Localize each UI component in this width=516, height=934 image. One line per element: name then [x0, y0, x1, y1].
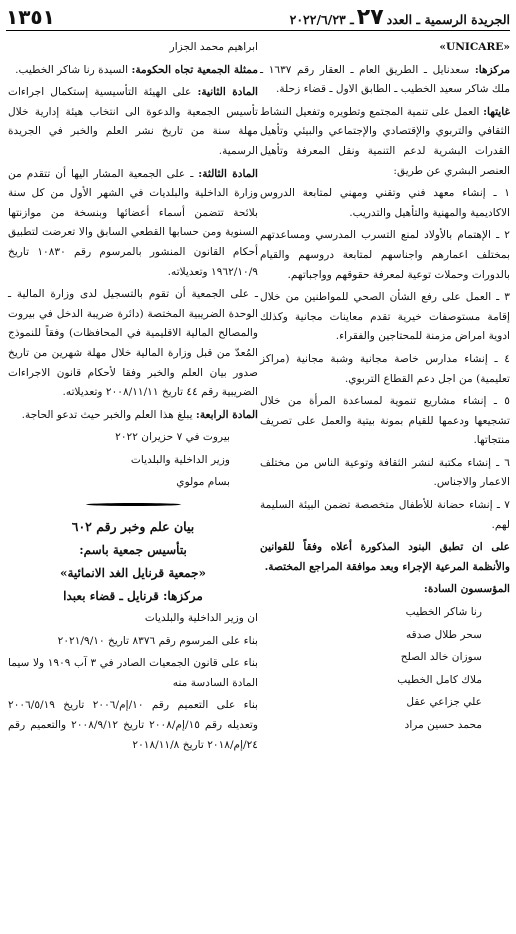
- gazette-title: [290, 5, 510, 30]
- article-3: [8, 165, 258, 283]
- goals-paragraph: [260, 103, 510, 181]
- minister-name: بسام مولوي: [176, 476, 230, 489]
- association-location: مركزها: قرنايل ـ قضاء بعبدا: [63, 589, 203, 604]
- founder-name: محمد حسين مراد: [404, 719, 482, 731]
- minister-title: وزير الداخلية والبلديات: [130, 453, 230, 466]
- founder-name: رنا شاكر الخطيب: [405, 606, 482, 619]
- article-3-label: المادة الثالثة:: [198, 167, 258, 180]
- gazette-name: الجريدة الرسمية ـ العدد: [386, 11, 510, 27]
- article-2-text: على الهيئة التأسيسية إستكمال اجراءات تأسيس الجمعية والدعوة الى انتخاب هيئة إدارية خلال مهلة سنة من تاريخ نشر العلم والخبر في الجريدة الرسمية.: [8, 86, 258, 157]
- goal-item: ٧ ـ إنشاء حضانة للأطفال متخصصة تضمن البيئة السليمة لهم.: [260, 499, 510, 531]
- founder-name: علي جزاعي عقل: [406, 696, 482, 709]
- association-name: «جمعية قرنايل الغد الانمائية»: [59, 566, 207, 581]
- announcement-subtitle: بتأسيس جمعية باسم:: [79, 543, 187, 558]
- goal-item: ٣ ـ العمل على رفع الشأن الصحي للمواطنين من خلال إقامة مستوصفات خيرية تقدم معاينات مجانية وكذلك ادوية امراض مزمنة للمحتاجين والفقراء.: [260, 291, 510, 343]
- location-paragraph: [260, 61, 510, 100]
- article-4-label: المادة الرابعة:: [195, 408, 258, 421]
- legal-basis: بناء على المرسوم رقم ٨٣٧٦ تاريخ ٢٠٢١/٩/١٠: [57, 634, 258, 647]
- article-2: [8, 83, 258, 161]
- goal-item: ٢ ـ الإهتمام بالأولاد لمنع التسرب المدرسي ومساعدتهم بمختلف اعمارهم واجناسهم لمتابعة دروسهم والقيام بالدورات وحملات توعية لمعرفة حقوقهم وواجباتهم.: [260, 229, 510, 281]
- representative-label: ممثلة الجمعية تجاه الحكومة:: [131, 63, 258, 76]
- article-3-text: ـ على الجمعية المشار اليها أن تتقدم من وزارة الداخلية والبلديات في الشهر الأول من كل سنة بلائحة تتضمن أسماء أعضائها وبنسخة من موازنتها السنوية ومن حسابها القطعي السابق والا تعرضت لتطبيق أحكام القانون المنشور بالمرسوم رقم ١٠٨٣٠ تاريخ ١٩٦٢/١٠/٩ وتعديلاته.: [8, 167, 258, 278]
- page-number: ١٣٥١: [6, 5, 55, 29]
- goals-label: غايتها:: [483, 105, 510, 118]
- goals-text: العمل على تنمية المجتمع وتطويره وتفعيل النشاط الثقافي والتربوي والإقتصادي والإجتماعي والبيئي وتأهيل القدرات البشرية لدعم التنمية ونقل المعرفة وتأهيل العنصر البشري عن طريق:: [260, 105, 510, 177]
- section-divider: [8, 497, 258, 511]
- right-column: [260, 38, 510, 739]
- article-4-text: يبلغ هذا العلم والخبر حيث تدعو الحاجة.: [21, 408, 196, 421]
- continued-founder: ابراهيم محمد الجزار: [169, 41, 258, 53]
- founder-name: سحر طلال صدقه: [405, 628, 482, 641]
- representative-paragraph: [8, 61, 258, 81]
- legal-basis: بناء على قانون الجمعيات الصادر في ٣ آب ١٩٠٩ ولا سيما المادة السادسة منه: [8, 657, 258, 689]
- minister-intro: ان وزير الداخلية والبلديات: [144, 612, 258, 625]
- conditions-text: على ان تطبق البنود المذكورة أعلاه وفقاً للقوانين والأنظمة المرعية الإجراء وبعد موافقة المراجع المختصة.: [260, 541, 510, 573]
- article-3-tax: ـ على الجمعية أن تقوم بالتسجيل لدى وزارة المالية ـ الوحدة الضريبية المختصة (دائرة ضريبة الدخل في بيروت والمصالح المالية الاقليمية في المحافظات) وفقاً للنموذج المُعدّ من قبل وزارة المالية خلال مهلة شهرين من تاريخ صدور بيان العلم والخبر وفقا لأحكام قانون الاجراءات الضريبية رقم ٤٤ تاريخ ٢٠٠٨/١١/١١ وتعديلاته.: [8, 288, 258, 399]
- issue-number: ٢٧: [356, 4, 384, 30]
- founder-name: ملاك كامل الخطيب: [397, 673, 482, 686]
- announcement-title: بيان علم وخبر رقم ٦٠٢: [71, 519, 195, 535]
- page-header: [6, 4, 510, 31]
- issue-date: ـ ٢٠٢٢/٦/٢٣: [289, 11, 354, 27]
- org-code: «UNICARE»: [439, 41, 510, 53]
- location-label: مركزها:: [474, 63, 510, 76]
- goal-item: ٤ ـ إنشاء مدارس خاصة مجانية وشبة مجانية (مراكز تعليمية) من اجل دعم القطاع التربوي.: [260, 352, 510, 385]
- goal-item: ٦ ـ إنشاء مكتبة لنشر الثقافة وتوعية الناس من مختلف الاعمار والاجناس.: [260, 456, 510, 489]
- founder-name: سوزان خالد الصلح: [400, 651, 482, 664]
- article-4: [8, 406, 258, 426]
- place-date: بيروت في ٧ حزيران ٢٠٢٢: [115, 431, 230, 444]
- article-2-label: المادة الثانية:: [197, 86, 258, 99]
- goal-item: ٥ ـ إنشاء مشاريع تنموية لمساعدة المرأة من خلال تشجيعها ودعمها للقيام بمونة بيتية والعمل على تصريف منتجاتها.: [260, 395, 510, 447]
- founders-label: المؤسسون السادة:: [423, 583, 510, 596]
- legal-basis: بناء على التعميم رقم ١٠/إم/٢٠٠٦ تاريخ ٢٠٠٦/٥/١٩ وتعديله رقم ١٥/إم/٢٠٠٨ تاريخ ٢٠٠٨/٩/١٢ والتعميم رقم ٢٤/إم/٢٠١٨ تاريخ ٢٠١٨/١١/٨: [8, 699, 258, 751]
- representative-text: السيدة رنا شاكر الخطيب.: [15, 63, 132, 76]
- left-column: [8, 38, 258, 758]
- location-text: سعدنايل ـ الطريق العام ـ العقار رقم ١٦٣٧ ـ ملك شاكر سعيد الخطيب ـ الطابق الاول ـ قضاء زحلة.: [260, 63, 510, 96]
- goal-item: ١ ـ إنشاء معهد فني وتقني ومهني لمتابعة الدروس الاكاديمية والمهنية والتأهيل والتدريب.: [260, 187, 510, 219]
